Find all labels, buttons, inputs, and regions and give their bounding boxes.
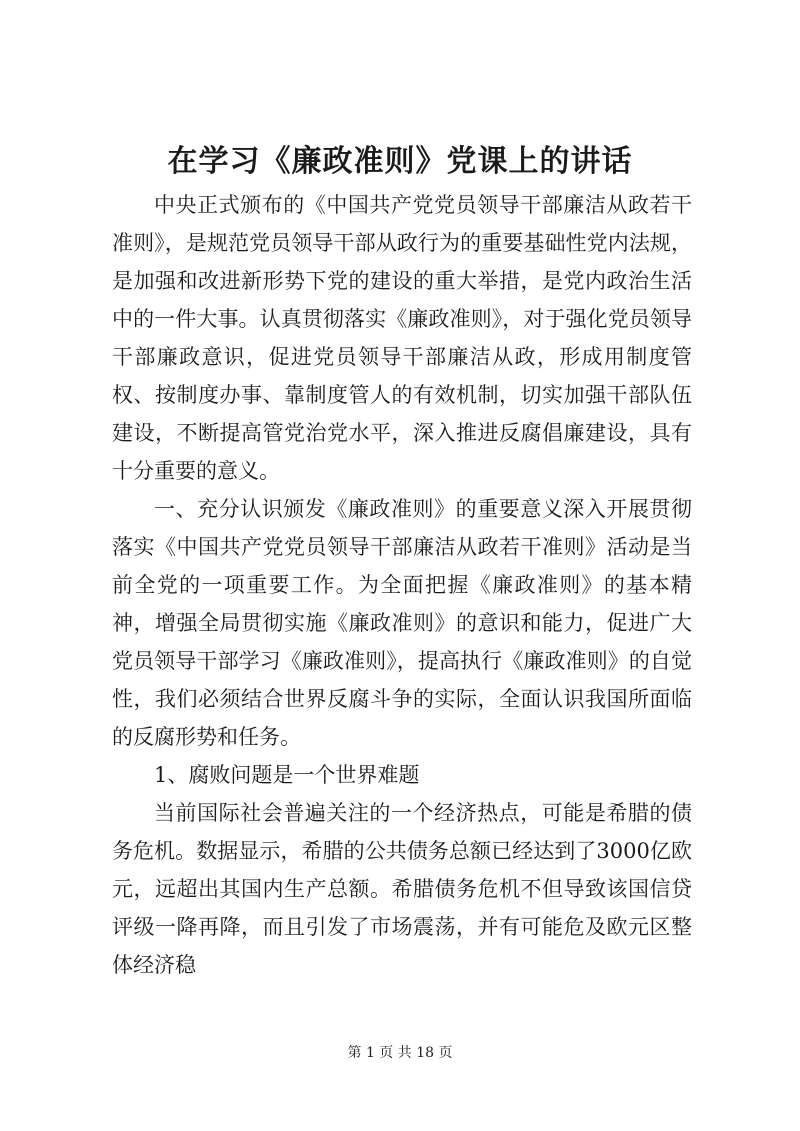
paragraph-intro: 中央正式颁布的《中国共产党党员领导干部廉洁从政若干准则》，是规范党员领导干部从政行为的重要基础性党内法规，是加强和改进新形势下党的建设的重大举措，是党内政治生活中的一件大事。认真贯彻落实《廉政准则》，对于强化党员领导干部廉政意识，促进党员领导干部廉洁从政，形成用制度管权、按制度办事、靠制度管人的有效机制，切实加强干部队伍建设，不断提高管党治党水平，深入推进反腐倡廉建设，具有十分重要的意义。 [112, 193, 692, 483]
document-body [112, 186, 692, 984]
document-title: 在学习《廉政准则》党课上的讲话 [167, 144, 633, 179]
paragraph-greece-debt: 当前国际社会普遍关注的一个经济热点，可能是希腊的债务危机。数据显示，希腊的公共债务总额已经达到了3000亿欧元，远超出其国内生产总额。希腊债务危机不但导致该国信贷评级一降再降，而且引发了市场震荡，并有可能危及欧元区整体经济稳 [112, 801, 692, 977]
page-number-label: 第 1 页 共 18 页 [347, 1045, 453, 1061]
paragraph-section-one: 一、充分认识颁发《廉政准则》的重要意义深入开展贯彻落实《中国共产党党员领导干部廉洁从政若干准则》活动是当前全党的一项重要工作。为全面把握《廉政准则》的基本精神，增强全局贯彻实施《廉政准则》的意识和能力，促进广大党员领导干部学习《廉政准则》，提高执行《廉政准则》的自觉性，我们必须结合世界反腐斗争的实际，全面认识我国所面临的反腐形势和任务。 [112, 497, 692, 749]
subheading-corruption-world-problem: 1、腐败问题是一个世界难题 [154, 763, 420, 787]
page-footer [0, 1043, 800, 1063]
